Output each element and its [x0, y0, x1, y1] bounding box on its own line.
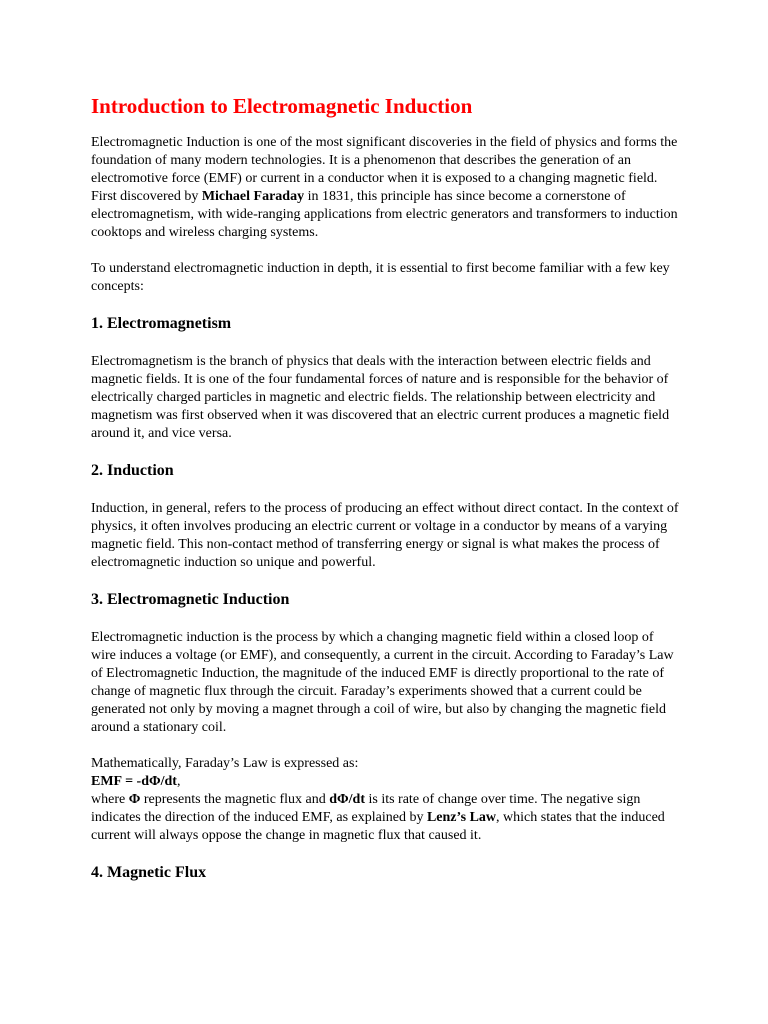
math-intro: Mathematically, Faraday’s Law is expressed as: — [91, 756, 359, 771]
section-heading-magnetic-flux: 4. Magnetic Flux — [91, 864, 207, 881]
intro-paragraph-2: To understand electromagnetic induction in depth, it is essential to first become familiar with a few key concepts: — [91, 261, 670, 294]
explanation-text-b: represents the magnetic flux and — [140, 792, 330, 807]
formula-explanation — [91, 791, 681, 845]
dphi-dt: dΦ/dt — [329, 792, 365, 807]
formula-line — [91, 773, 681, 791]
explanation-text-c: is its rate of change over time. The negative sign indicates the direction of the induced EMF, as explained by — [91, 792, 641, 825]
document-page — [91, 92, 681, 902]
intro-bold-name: Michael Faraday — [201, 189, 305, 204]
formula-suffix: , — [176, 774, 181, 789]
explanation-text-d: , which states that the induced current will always oppose the change in magnetic flux that caused it. — [91, 810, 665, 843]
document-title: Introduction to Electromagnetic Induction — [91, 94, 473, 118]
section-heading-electromagnetic-induction: 3. Electromagnetic Induction — [91, 591, 290, 608]
section-heading-electromagnetism: 1. Electromagnetism — [91, 315, 232, 332]
phi-symbol: Φ — [128, 792, 141, 807]
intro-paragraph-1 — [91, 134, 681, 242]
explanation-text-a: where — [91, 792, 129, 807]
intro-text-b: in 1831, this principle has since become a cornerstone of electromagnetism, with wide-ranging applications from electric generators and transformers to induction cooktops and wireless charging systems. — [91, 189, 678, 240]
section-body-electromagnetic-induction: Electromagnetic induction is the process by which a changing magnetic field within a closed loop of wire induces a voltage (or EMF), and consequently, a current in the circuit. According to Faraday’s Law of Electromagnetic Induction, the magnitude of the induced EMF is directly proportional to the rate of change of magnetic flux through the circuit. Faraday’s experiments showed that a current could be generated not only by moving a magnet through a coil of wire, but also by changing the magnetic field around a stationary coil. — [91, 630, 674, 735]
faraday-formula: EMF = -dΦ/dt — [91, 774, 177, 789]
section-body-induction: Induction, in general, refers to the process of producing an effect without direct contact. In the context of physics, it often involves producing an electric current or voltage in a conductor by means of a varying magnetic field. This non-contact method of transferring energy or signal is what makes the process of electromagnetic induction so unique and powerful. — [91, 501, 679, 570]
intro-text-a: Electromagnetic Induction is one of the most significant discoveries in the field of physics and forms the foundation of many modern technologies. It is a phenomenon that describes the generation of an electromotive force (EMF) or current in a conductor when it is exposed to a changing magnetic field. First discovered by — [91, 135, 678, 204]
lenz-law: Lenz’s Law — [426, 810, 497, 825]
section-heading-induction: 2. Induction — [91, 462, 174, 479]
section-body-electromagnetism: Electromagnetism is the branch of physics that deals with the interaction between electric fields and magnetic fields. It is one of the four fundamental forces of nature and is responsible for the behavior of electrically charged particles in magnetic and electric fields. The relationship between electricity and magnetism was first observed when it was discovered that an electric current produces a magnetic field around it, and vice versa. — [91, 354, 670, 441]
